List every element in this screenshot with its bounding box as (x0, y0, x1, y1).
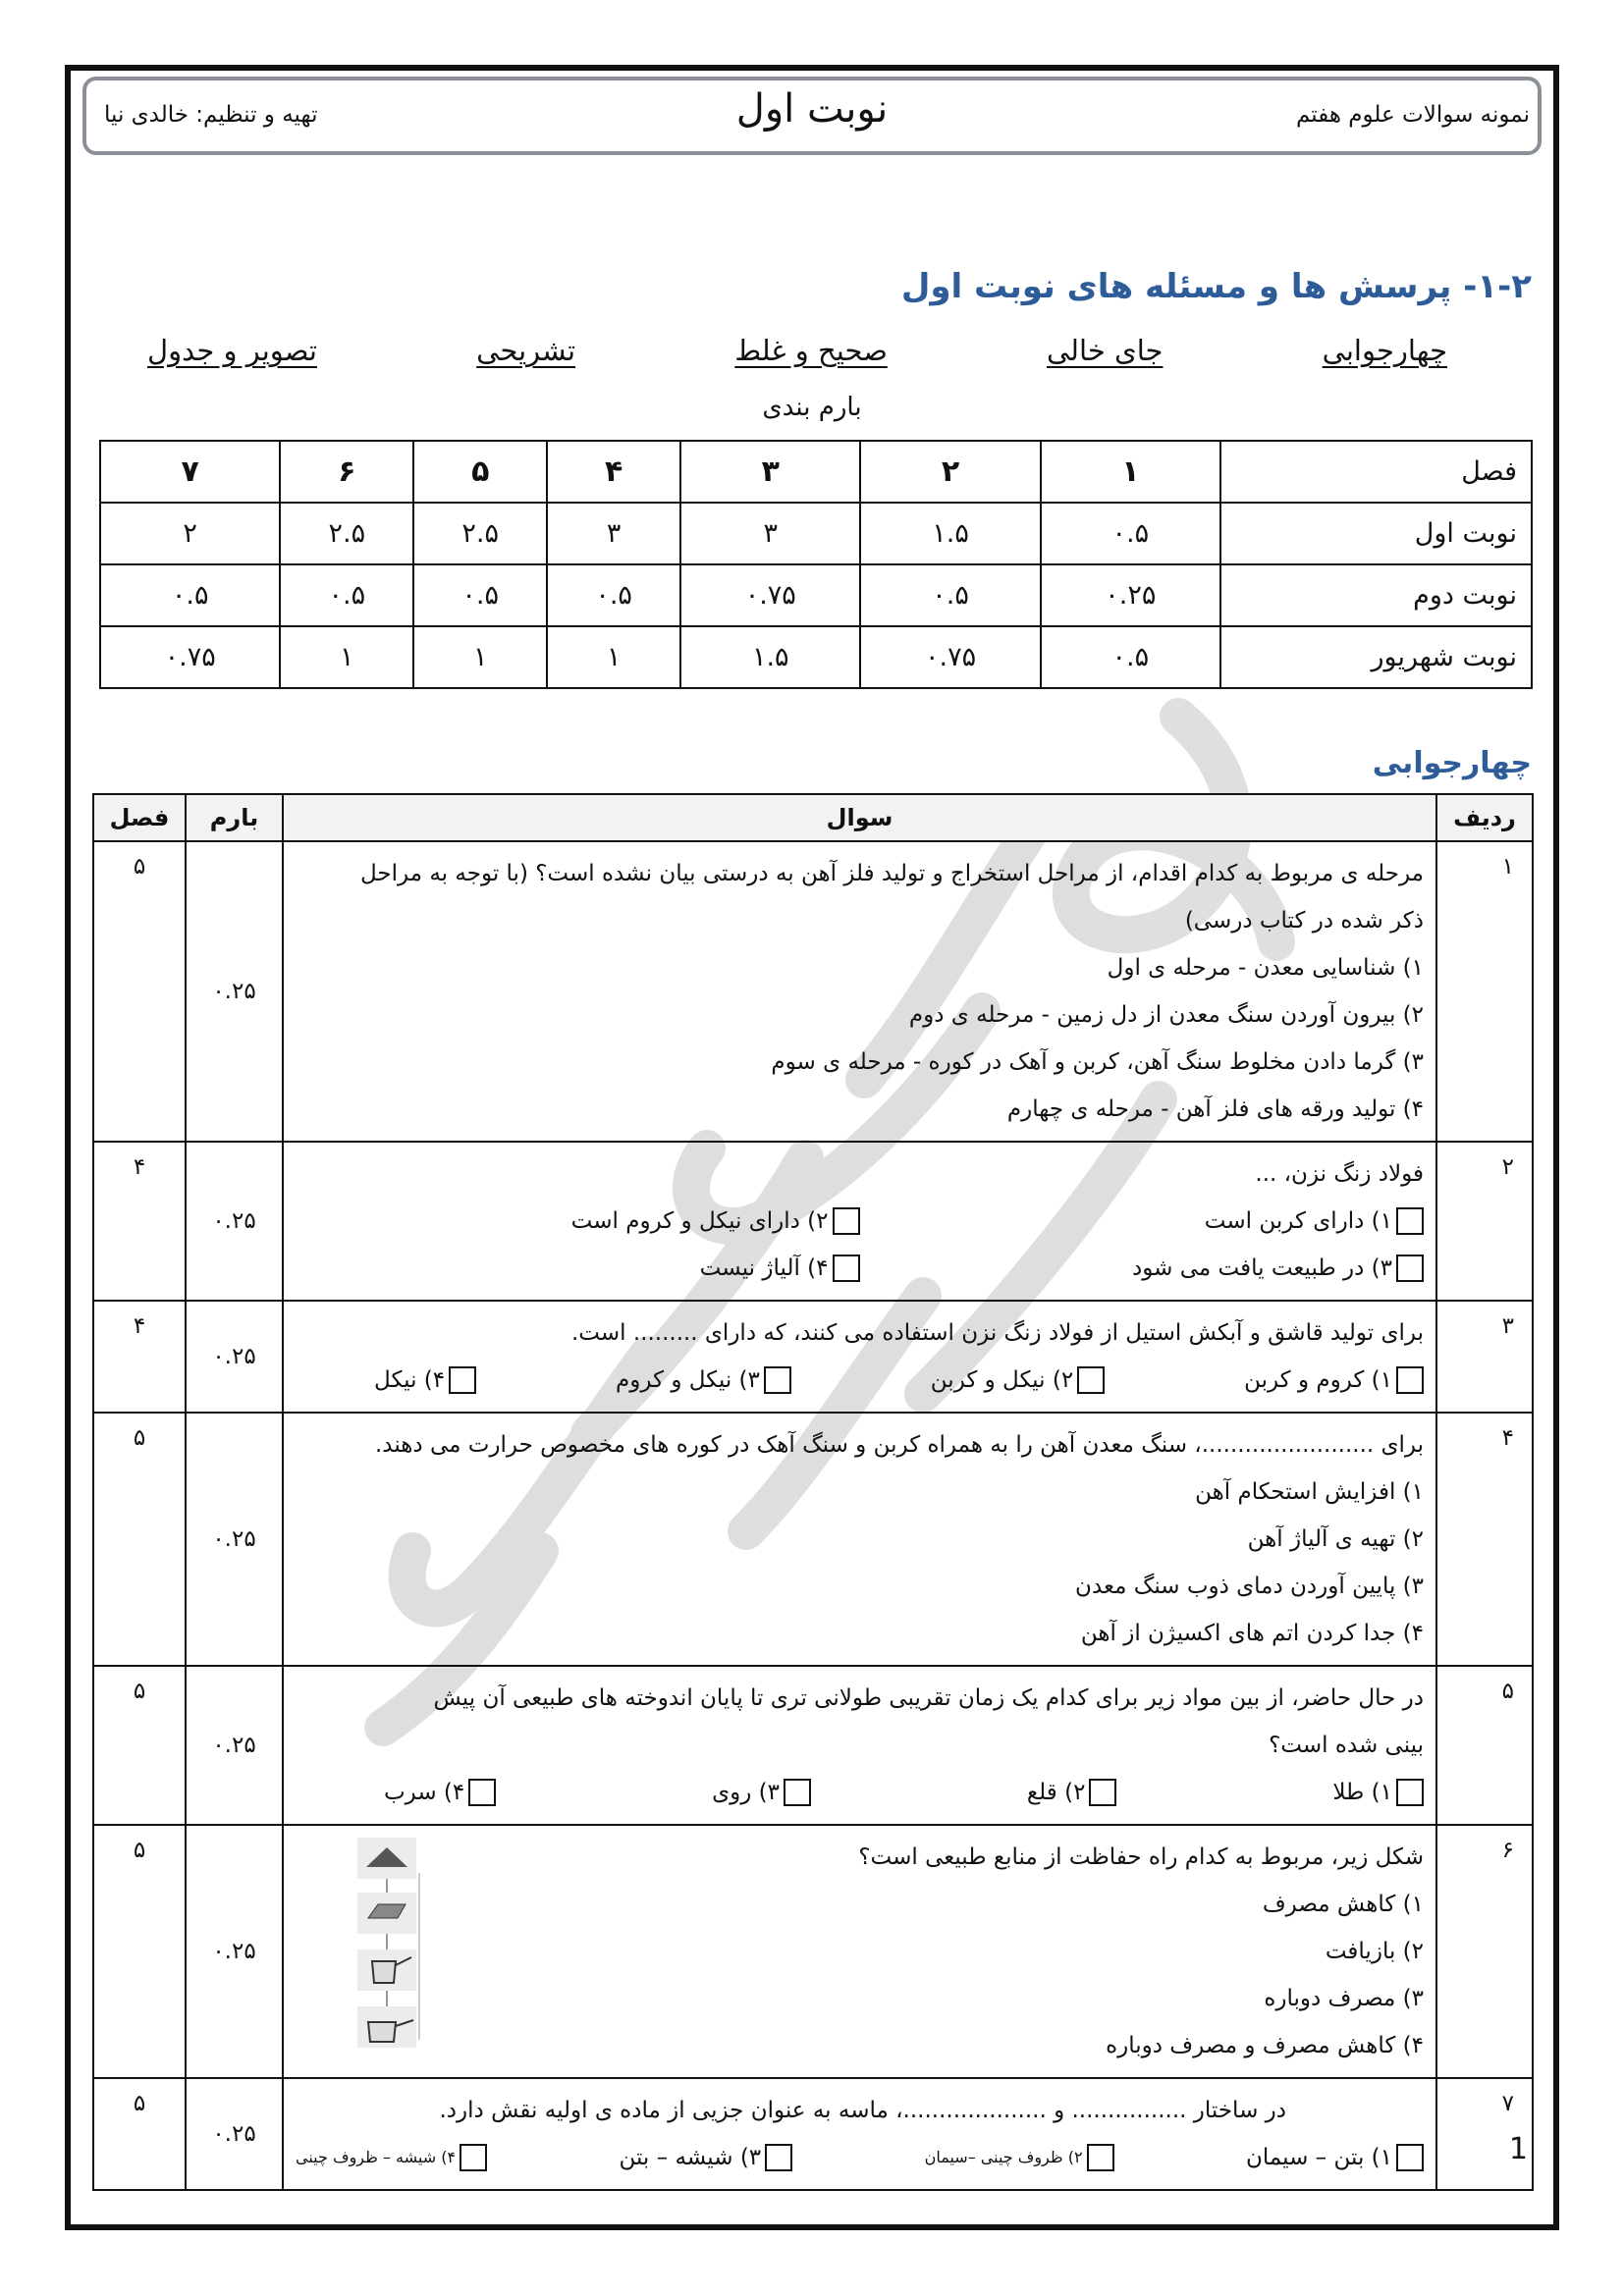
score-cell: ۱ (547, 626, 680, 688)
options-row (296, 1769, 1424, 1816)
score-table-row (100, 564, 1532, 626)
option: ۳) پایین آوردن دمای ذوب سنگ معدن (1075, 1574, 1424, 1599)
option[interactable]: ۳) در طبیعت یافت می شود (860, 1245, 1425, 1292)
recycling-process-image (352, 1834, 421, 2059)
option[interactable]: ۱) بتن – سیمان (1246, 2134, 1424, 2181)
question-row (93, 1142, 1533, 1301)
question-number: ۵ (1436, 1666, 1533, 1825)
row-label: نوبت دوم (1220, 564, 1532, 626)
option[interactable]: ۲) قلع (1027, 1769, 1117, 1816)
score-table-row (100, 626, 1532, 688)
question-body (283, 841, 1436, 1142)
checkbox[interactable] (765, 2144, 792, 2171)
question-chapter: ۴ (93, 1301, 186, 1413)
author-label: تهیه و تنظیم: خالدی نیا (104, 102, 318, 128)
option: ۱) شناسایی معدن - مرحله ی اول (1107, 955, 1424, 981)
checkbox[interactable] (1396, 1255, 1424, 1282)
question-text: فولاد زنگ نزن، ... (1255, 1161, 1424, 1187)
question-score: ۰.۲۵ (186, 1666, 283, 1825)
question-number: ۷ (1436, 2078, 1533, 2190)
option[interactable]: ۴) شیشه – ظروف چینی (296, 2134, 487, 2181)
question-chapter: ۵ (93, 2078, 186, 2190)
options-row (296, 1198, 1424, 1245)
header-row-number: ردیف (1436, 794, 1533, 841)
checkbox[interactable] (1396, 1366, 1424, 1394)
checkbox[interactable] (784, 1779, 811, 1806)
question-number: ۲ (1436, 1142, 1533, 1301)
question-text: برای تولید قاشق و آبکش استیل از فولاد زنگ نزن استفاده می کنند، که دارای ......... است. (570, 1320, 1424, 1346)
score-table-row (100, 503, 1532, 564)
question-score: ۰.۲۵ (186, 1825, 283, 2078)
score-cell: ۰.۵ (547, 564, 680, 626)
chapter-cell: ۵ (413, 441, 547, 503)
question-number: ۴ (1436, 1413, 1533, 1666)
checkbox[interactable] (1396, 2144, 1424, 2171)
row-label: نوبت شهریور (1220, 626, 1532, 688)
option[interactable]: ۳) نیکل و کروم (616, 1357, 791, 1404)
question-text: بینی شده است؟ (1269, 1733, 1424, 1758)
checkbox[interactable] (468, 1779, 496, 1806)
checkbox[interactable] (833, 1207, 860, 1235)
score-cell: ۰.۵ (100, 564, 280, 626)
option: ۱) کاهش مصرف (1262, 1892, 1424, 1917)
header-score: بارم (186, 794, 283, 841)
score-cell: ۱ (280, 626, 413, 688)
score-cell: ۲.۵ (280, 503, 413, 564)
chapter-cell: ۶ (280, 441, 413, 503)
checkbox[interactable] (1087, 2144, 1114, 2171)
header-chapter: فصل (93, 794, 186, 841)
question-text: در ساختار ................ و ....................، ماسه به عنوان جزیی از ماده ی اولیه نقش دارد. (439, 2098, 1286, 2123)
score-cell: ۰.۷۵ (680, 564, 860, 626)
score-cell: ۰.۵ (860, 564, 1040, 626)
score-table-header-row (100, 441, 1532, 503)
option: ۱) افزایش استحکام آهن (1195, 1479, 1424, 1505)
score-cell: ۰.۵ (1041, 626, 1220, 688)
score-cell: ۰.۵ (280, 564, 413, 626)
options-row (296, 1245, 1424, 1292)
chapter-cell: ۷ (100, 441, 280, 503)
score-table (99, 440, 1533, 689)
option: ۳) گرما دادن مخلوط سنگ آهن، کربن و آهک در کوره - مرحله ی سوم (771, 1049, 1424, 1075)
option: ۳) مصرف دوباره (1264, 1986, 1424, 2011)
question-chapter: ۵ (93, 1413, 186, 1666)
question-chapter: ۵ (93, 841, 186, 1142)
score-cell: ۰.۵ (413, 564, 547, 626)
question-row (93, 1825, 1533, 2078)
option[interactable]: ۲) ظروف چینی –سیمان (925, 2134, 1114, 2181)
option[interactable]: ۱) کروم و کربن (1244, 1357, 1424, 1404)
option[interactable]: ۱) طلا (1332, 1769, 1424, 1816)
chapter-cell: ۱ (1041, 441, 1220, 503)
options-row (296, 1357, 1424, 1404)
question-number: ۶ (1436, 1825, 1533, 2078)
row-label: نوبت اول (1220, 503, 1532, 564)
multiple-choice-title: چهارجوابی (1372, 746, 1532, 780)
category-true-false: صحیح و غلط (734, 334, 888, 367)
score-cell: ۳ (680, 503, 860, 564)
question-row (93, 1666, 1533, 1825)
question-score: ۰.۲۵ (186, 1142, 283, 1301)
page-title: نوبت اول (735, 86, 889, 132)
question-body (283, 1825, 1436, 2078)
subject-label: نمونه سوالات علوم هفتم (1295, 102, 1530, 128)
chapter-cell: ۲ (860, 441, 1040, 503)
question-score: ۰.۲۵ (186, 2078, 283, 2190)
score-cell: ۳ (547, 503, 680, 564)
category-fill-blank: جای خالی (1047, 334, 1164, 367)
option: ۲) بیرون آوردن سنگ معدن از دل زمین - مرحله ی دوم (908, 1002, 1424, 1028)
checkbox[interactable] (449, 1366, 476, 1394)
question-row (93, 1301, 1533, 1413)
question-body (283, 1666, 1436, 1825)
chapter-cell: ۳ (680, 441, 860, 503)
option[interactable]: ۴) سرب (384, 1769, 496, 1816)
score-cell: ۱.۵ (860, 503, 1040, 564)
category-multiple-choice: چهارجوابی (1322, 334, 1447, 367)
option: ۴) کاهش مصرف و مصرف دوباره (1106, 2033, 1424, 2058)
option: ۲) بازیافت (1325, 1939, 1424, 1964)
questions-table (92, 793, 1534, 2191)
question-body (283, 1301, 1436, 1413)
option[interactable]: ۲) دارای نیکل و کروم است (296, 1198, 860, 1245)
questions-header-row (93, 794, 1533, 841)
score-cell: ۲ (100, 503, 280, 564)
question-text: برای ........................، سنگ معدن آهن را به همراه کربن و سنگ آهک در کوره های مخصوص حرارت می دهند. (374, 1432, 1424, 1458)
question-row (93, 2078, 1533, 2190)
option: ۴) تولید ورقه های فلز آهن - مرحله ی چهارم (1006, 1096, 1424, 1122)
checkbox[interactable] (1089, 1779, 1116, 1806)
question-text: شکل زیر، مربوط به کدام راه حفاظت از منابع طبیعی است؟ (858, 1844, 1424, 1870)
checkbox[interactable] (1077, 1366, 1105, 1394)
options-row (296, 2134, 1424, 2181)
score-cell: ۰.۵ (1041, 503, 1220, 564)
question-body (283, 1413, 1436, 1666)
category-descriptive: تشریحی (476, 334, 576, 367)
question-body (283, 2078, 1436, 2190)
question-body (283, 1142, 1436, 1301)
question-score: ۰.۲۵ (186, 1413, 283, 1666)
question-text: مرحله ی مربوط به کدام اقدام، از مراحل استخراج و تولید فلز آهن به درستی بیان نشده است؟ (با توجه به مراحل (360, 861, 1424, 886)
option[interactable]: ۳) شیشه – بتن (619, 2134, 792, 2181)
option: ۲) تهیه ی آلیاژ آهن (1247, 1526, 1424, 1552)
question-chapter: ۵ (93, 1666, 186, 1825)
option[interactable]: ۴) آلیاژ نیست (296, 1245, 860, 1292)
score-cell: ۰.۷۵ (100, 626, 280, 688)
header-question: سوال (283, 794, 1436, 841)
question-text: در حال حاضر، از بین مواد زیر برای کدام یک زمان تقریبی طولانی تری تا پایان اندوخته های طبیعی آن پیش (433, 1685, 1424, 1711)
question-score: ۰.۲۵ (186, 1301, 283, 1413)
question-row (93, 1413, 1533, 1666)
score-header-label: فصل (1220, 441, 1532, 503)
checkbox[interactable] (764, 1366, 791, 1394)
option[interactable]: ۲) نیکل و کربن (931, 1357, 1105, 1404)
score-cell: ۱.۵ (680, 626, 860, 688)
category-image-table: تصویر و جدول (147, 334, 317, 367)
category-row (147, 334, 1447, 367)
question-number: ۳ (1436, 1301, 1533, 1413)
score-cell: ۲.۵ (413, 503, 547, 564)
checkbox[interactable] (460, 2144, 487, 2171)
checkbox[interactable] (833, 1255, 860, 1282)
section-title: ۱-۲- پرسش ها و مسئله های نوبت اول (900, 267, 1532, 306)
page-number: 1 (1508, 2132, 1528, 2166)
question-chapter: ۵ (93, 1825, 186, 2078)
option[interactable]: ۴) نیکل (374, 1357, 476, 1404)
question-number: ۱ (1436, 841, 1533, 1142)
option: ۴) جدا کردن اتم های اکسیژن از آهن (1080, 1621, 1424, 1646)
option[interactable]: ۳) روی (712, 1769, 811, 1816)
question-row (93, 841, 1533, 1142)
header-box (82, 77, 1542, 155)
chapter-cell: ۴ (547, 441, 680, 503)
question-score: ۰.۲۵ (186, 841, 283, 1142)
option[interactable]: ۱) دارای کربن است (860, 1198, 1425, 1245)
score-distribution-title: بارم بندی (762, 393, 862, 422)
checkbox[interactable] (1396, 1207, 1424, 1235)
score-cell: ۰.۲۵ (1041, 564, 1220, 626)
score-cell: ۱ (413, 626, 547, 688)
question-text: ذکر شده در کتاب درسی) (1184, 908, 1424, 934)
score-cell: ۰.۷۵ (860, 626, 1040, 688)
question-chapter: ۴ (93, 1142, 186, 1301)
checkbox[interactable] (1396, 1779, 1424, 1806)
